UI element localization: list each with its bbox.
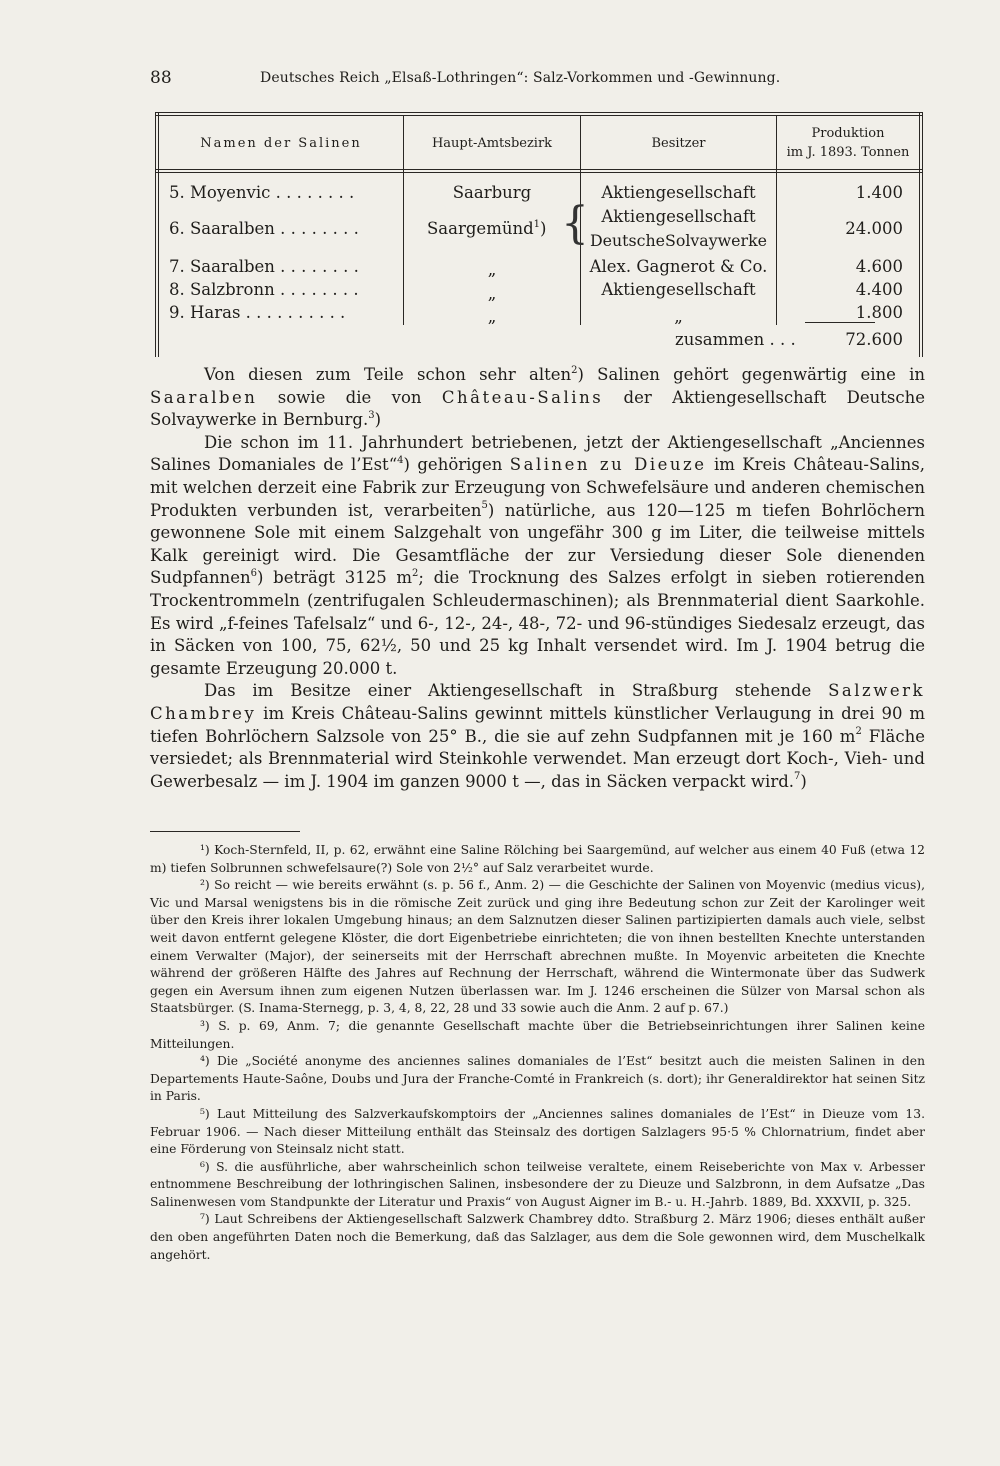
footnote-6: ⁶) S. die ausführliche, aber wahrscheinlich schon teilweise veraltete, einem Reiseberichte von Max v. Arbesser entnommene Beschreibung der lothringischen Salinen, insbesondere der zu Dieuze und Salzbronn, in dem Aufsatze „Das Salinenwesen vom Standpunkte der Literatur und Praxis“ von August Aigner im B.- u. H.-Jahrb. 1889, Bd. XXXVII, p. 325.: [150, 1159, 925, 1209]
row-bezirk: Saarburg: [452, 183, 532, 202]
brace-icon: {: [561, 198, 589, 249]
row-bezirk: [427, 219, 546, 238]
text-run: ) natürliche, aus 120—125 m tiefen Bohrlöchern gewonnene Sole mit einem Salzgehalt von ungefähr 300 g im Liter, die teilweise mittels Kalk gereinigt wird. Die Gesamtfläche der zur Versiedung dieser Sole dienenden Sudpfannen: [150, 500, 925, 588]
superscript: 2: [412, 567, 419, 579]
text-run: der Aktiengesellschaft Deutsche Solvaywerke in Bernburg.: [150, 387, 925, 430]
row-besitzer: Alex. Gagnerot & Co.: [589, 257, 768, 276]
row-name: 6. Saaralben . . . . . . . .: [169, 219, 359, 238]
footnotes: [150, 842, 925, 1264]
row-bezirk: „: [487, 260, 497, 279]
text-run: im Kreis Château-Salins gewinnt mittels künstlicher Verlaugung in drei 90 m tiefen Bohrlöchern Salzsole von 25° B., die sie auf zehn Sudpfannen mit je 160 m: [150, 703, 925, 746]
footnote-7: ⁷) Laut Schreibens der Aktiengesellschaft Salzwerk Chambrey ddto. Straßburg 2. März 1906; dieses enthält außer den oben angeführten Daten noch die Bemerkung, daß das Salzlager, aus dem die Sole gewonnen wird, dem Muschelkalk angehört.: [150, 1212, 925, 1262]
header-besitzer: Besitzer: [651, 136, 706, 151]
table-right-rule: [919, 112, 920, 357]
table-right-rule-2: [922, 112, 923, 357]
footnote-ref: 1: [533, 218, 541, 230]
paragraph-2: [150, 432, 925, 681]
footnote-ref: 2: [571, 364, 578, 376]
header-namen: Namen der Salinen: [200, 136, 362, 151]
header-produktion-sub: im J. 1893. Tonnen: [786, 145, 910, 160]
row-produktion: 4.600: [855, 257, 903, 276]
row-bezirk: „: [487, 284, 497, 303]
text-run: ) gehörigen: [403, 455, 510, 475]
row-besitzer: „: [674, 307, 683, 326]
footnote-ref: 5: [481, 500, 488, 512]
text-run: ): [374, 410, 382, 430]
text-run: Fläche versiedet; als Brennmaterial wird Steinkohle verwendet. Man erzeugt dort Koch-, Vieh- und Gewerbesalz — im J. 1904 im ganzen 9000 t —, das in Säcken verpackt wird.: [150, 726, 925, 791]
row-produktion: 24.000: [845, 219, 903, 238]
spaced-term: Château-Salins: [441, 387, 604, 407]
spaced-term: Salzwerk Chambrey: [150, 681, 925, 723]
text-run: ) Salinen gehört gegenwärtig eine in: [577, 365, 925, 384]
footnote-2: ²) So reicht — wie bereits erwähnt (s. p. 56 f., Anm. 2) — die Geschichte der Salinen von Moyenvic (medius vicus), Vic und Marsal wenigstens bis in die römische Zeit zurück und ging ihre Bedeutung schon zur Zeit der Karolinger weit über den Kreis ihrer lokalen Umgebung hinaus; an dem Salznutzen dieser Salinen partizipierten damals auch viele, selbst weit davon entfernt gelegene Klöster, die dort Eigenbetriebe einrichteten; die von ihnen bestellten Knechte unterstanden einem Verwalter (Major), der seinerseits mit der Herrschaft abrechnen mußte. In Moyenvic arbeiteten die Knechte während der größeren Hälfte des Jahres auf Rechnung der Herrschaft, während die Wintermonate über das Sudwerk gegen ein Aversum ihnen zum eigenen Nutzen überlassen war. Im J. 1246 erscheinen die Sülzer von Marsal schon als Staatsbürger. (S. Inama-Sternegg, p. 3, 4, 8, 22, 28 und 33 sowie auch die Anm. 2 auf p. 67.): [150, 878, 925, 1016]
table-header-rule-2: [155, 172, 923, 173]
footnote-3: ³) S. p. 69, Anm. 7; die genannte Gesellschaft machte über die Betriebseinrichtungen ihrer Salinen keine Mitteilungen.: [150, 1018, 925, 1051]
footnote-ref: 3: [368, 409, 375, 421]
row-besitzer: Aktiengesellschaft: [601, 207, 756, 226]
text-run: ) beträgt 3125 m: [257, 568, 413, 588]
footnote-ref: 6: [250, 567, 258, 579]
row-besitzer: Aktiengesellschaft: [601, 280, 756, 299]
text-run: im Kreis Château-Salins, mit welchen derzeit eine Fabrik zur Erzeugung von Schwefelsäure und anderen chemischen Produkten verbunden ist, verarbeiten: [150, 455, 925, 520]
paragraph-3: [150, 680, 925, 793]
total-value: 72.600: [845, 330, 903, 349]
spaced-term: Salinen zu Dieuze: [509, 455, 707, 475]
footnote-ref: 7: [794, 771, 801, 783]
footnote-1: ¹) Koch-Sternfeld, II, p. 62, erwähnt eine Saline Rölching bei Saargemünd, auf welcher aus einem 40 Fuß (etwa 12 m) tiefen Solbrunnen schwefelsaure(?) Sole von 2½° auf Salz verarbeitet wurde.: [150, 843, 925, 875]
row-besitzer-2: DeutscheSolvaywerke: [589, 231, 767, 250]
row-produktion: 1.800: [855, 303, 903, 322]
total-label: zusammen . . .: [675, 330, 796, 349]
paragraph-1: [150, 364, 925, 432]
running-head: Deutsches Reich „Elsaß-Lothringen“: Salz-Vorkommen und -Gewinnung.: [260, 70, 781, 86]
close-paren: ): [540, 219, 547, 238]
row-bezirk-text: Saargemünd: [427, 219, 534, 238]
header-bezirk: Haupt-Amtsbezirk: [431, 136, 553, 151]
salinen-table: [155, 112, 923, 357]
spaced-term: Saaralben: [150, 387, 258, 407]
row-name: 9. Haras . . . . . . . . . .: [169, 303, 346, 322]
table-top-rule: [155, 112, 923, 113]
text-run: ; die Trocknung des Salzes erfolgt in sieben rotierenden Trockentrommeln (zentrifugalen Schleudermaschinen); als Brennmaterial dient Saarkohle. Es wird „f-feines Tafelsalz“ und 6-, 12-, 24-, 48-, 72- und 96-stündiges Siedesalz erzeugt, das in Säcken von 100, 75, 62½, 50 und 25 kg Inhalt versendet wird. Im J. 1904 betrug die gesamte Erzeugung 20.000 t.: [150, 568, 925, 678]
table-left-rule: [155, 112, 156, 357]
page-header: [150, 68, 920, 92]
footnote-rule: [150, 831, 300, 832]
row-produktion: 4.400: [855, 280, 903, 299]
footnote-4: ⁴) Die „Société anonyme des anciennes salines domaniales de l’Est“ besitzt auch die meisten Salinen in den Departements Haute-Saône, Doubs und Jura der Franche-Comté in Frankreich (s. dort); ihr Generaldirektor hat seinen Sitz in Paris.: [150, 1054, 925, 1104]
footnote-5: ⁵) Laut Mitteilung des Salzverkaufskomptoirs der „Anciennes salines domaniales de l’Est“ in Dieuze vom 13. Februar 1906. — Nach dieser Mitteilung enthält das Steinsalz des dortigen Salzlagers 95·5 % Chlornatrium, findet aber eine Förderung von Steinsalz nicht statt.: [150, 1106, 925, 1157]
text-run: Von diesen zum Teile schon sehr alten: [204, 365, 572, 384]
row-name: 7. Saaralben . . . . . . . .: [169, 257, 359, 276]
page-number: 88: [150, 68, 172, 88]
row-name: 5. Moyenvic . . . . . . . .: [169, 183, 355, 202]
sum-rule: [805, 322, 875, 323]
text-run: ): [800, 771, 807, 791]
row-produktion: 1.400: [855, 183, 903, 202]
text-run: sowie die von: [257, 387, 442, 407]
row-name: 8. Salzbronn . . . . . . . .: [169, 280, 359, 299]
text-run: Die schon im 11. Jahrhundert betriebenen, jetzt der Aktiengesellschaft „Anciennes Salines Domaniales de l’Est“: [150, 432, 925, 475]
table-header-rule: [155, 169, 923, 170]
body-text: [150, 364, 925, 793]
header-produktion: Produktion: [811, 126, 885, 141]
table-top-rule-2: [155, 115, 923, 116]
row-besitzer: Aktiengesellschaft: [601, 183, 756, 202]
superscript: 2: [855, 726, 862, 737]
text-run: Das im Besitze einer Aktiengesellschaft in Straßburg stehende: [204, 681, 829, 701]
row-bezirk: „: [487, 307, 497, 326]
footnote-ref: 4: [397, 454, 404, 466]
